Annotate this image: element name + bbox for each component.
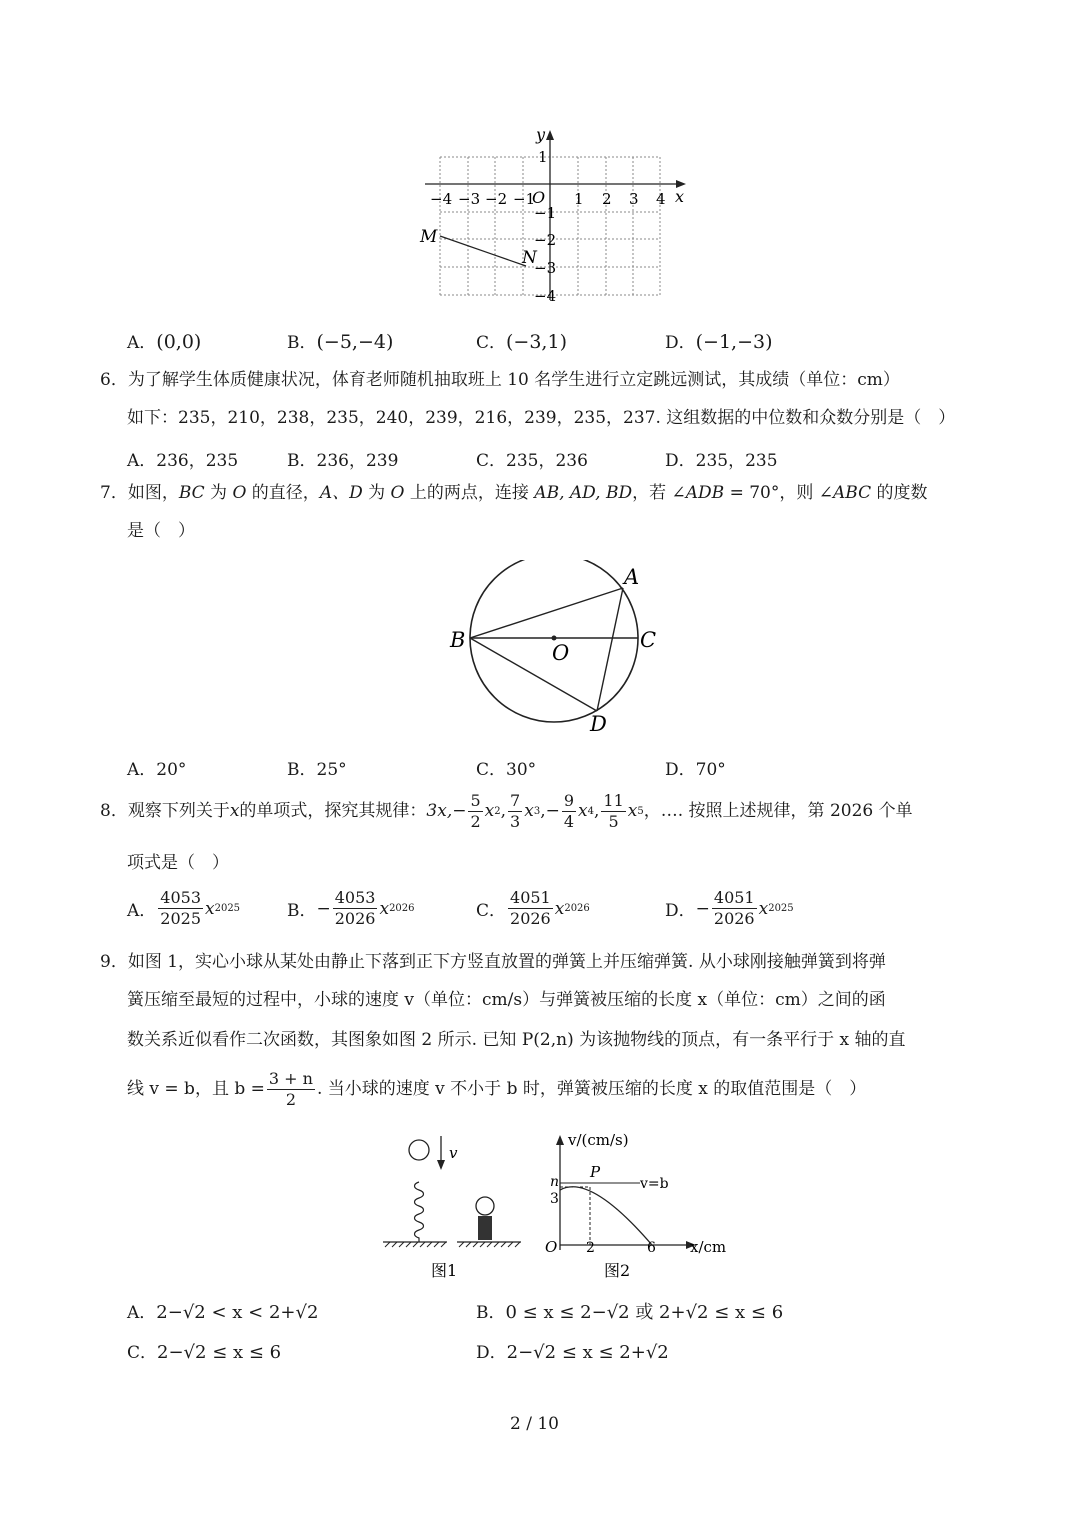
x-tick-label: 1: [574, 190, 584, 208]
x-tick-label: −1: [513, 190, 536, 208]
y-axis-label: v/(cm/s): [568, 1131, 629, 1149]
q9-line-3: 数关系近似看作二次函数，其图象如图 2 所示. 已知 P(2,n) 为该抛物线的顶点，有一条平行于 x 轴的直: [127, 1030, 906, 1050]
q5-option-c[interactable]: C．(−3,1): [476, 331, 567, 353]
center-o-label: O: [552, 641, 570, 665]
origin-label: O: [545, 1238, 558, 1256]
q8-line-1: 8．观察下列关于 x 的单项式，探究其规律： 3x, − $\frac{5}{2}$ x 2 , $\frac{7}{3}$ x 3 ,− $\frac{9}{4}$ x 4 , $\frac{11}{5}$ x 5 ，…. 按照上述规律，第 2026 个单: [100, 791, 913, 831]
q9-option-b[interactable]: B．0 ≤ x ≤ 2−√2 或 2+√2 ≤ x ≤ 6: [476, 1302, 784, 1323]
x-tick-label: −3: [458, 190, 481, 208]
point-d-label: D: [590, 712, 607, 736]
x-tick-label: −2: [485, 190, 508, 208]
x-tick-label: −4: [430, 190, 453, 208]
figure-1-caption: 图1: [431, 1261, 458, 1280]
y-tick-label: 1: [538, 148, 548, 166]
q5-option-d[interactable]: D．(−1,−3): [665, 331, 773, 353]
velocity-label: v: [449, 1144, 458, 1162]
q8-line-2: 项式是（ ）: [127, 853, 229, 873]
q9-option-a[interactable]: A．2−√2 < x < 2+√2: [127, 1302, 319, 1323]
q6-line-1: 6．为了解学生体质健康状况，体育老师随机抽取班上 10 名学生进行立定跳远测试，其成绩（单位：cm）: [100, 370, 900, 390]
point-a-label: A: [624, 565, 640, 589]
q9-line-2: 簧压缩至最短的过程中，小球的速度 v（单位：cm/s）与弹簧被压缩的长度 x（单位：cm）之间的函: [127, 990, 886, 1010]
q9-line-1: 9．如图 1，实心小球从某处由静止下落到正下方竖直放置的弹簧上并压缩弹簧. 从小球刚接触弹簧到将弹: [100, 952, 886, 972]
q8-option-d[interactable]: D． − $\frac{4051}{2026}$ x 2025: [665, 888, 794, 928]
point-m-label: M: [420, 227, 438, 247]
point-n-label: N: [522, 248, 537, 268]
q5-option-b[interactable]: B．(−5,−4): [287, 331, 394, 353]
figure-2-caption: 图2: [604, 1261, 631, 1280]
y-tick-label: −2: [534, 231, 557, 249]
q9-option-d[interactable]: D．2−√2 ≤ x ≤ 2+√2: [476, 1342, 669, 1363]
y-tick-label: −3: [534, 259, 557, 277]
q6-option-c[interactable]: C．235，236: [476, 451, 588, 471]
x-tick-6: 6: [647, 1240, 656, 1256]
q8-option-a[interactable]: A． $\frac{4053}{2025}$ x 2025: [127, 888, 241, 928]
q6-line-2: 如下：235，210，238，235，240，239，216，239，235，237. 这组数据的中位数和众数分别是（ ）: [127, 408, 956, 428]
q6-option-d[interactable]: D．235，235: [665, 451, 778, 471]
q7-option-b[interactable]: B．25°: [287, 760, 347, 780]
vertex-p-label: P: [590, 1163, 601, 1181]
q5-option-a[interactable]: A．(0,0): [127, 331, 202, 353]
q7-option-d[interactable]: D．70°: [665, 760, 726, 780]
coordinate-grid-figure: [410, 120, 700, 305]
y-tick-label: −1: [534, 204, 557, 222]
three-label: 3: [550, 1191, 559, 1207]
q7-line-2: 是（ ）: [127, 521, 195, 541]
q6-option-a[interactable]: A．236，235: [127, 451, 239, 471]
n-label: n: [550, 1174, 560, 1190]
origin-label: O: [532, 188, 546, 207]
x-axis-label: x: [675, 187, 685, 206]
line-vb-label: v=b: [640, 1176, 669, 1192]
figure-2-velocity-graph: [540, 1125, 740, 1285]
x-tick-2: 2: [586, 1240, 595, 1256]
x-tick-label: 4: [656, 190, 666, 208]
y-axis-label: y: [536, 125, 546, 144]
x-axis-label: x/cm: [690, 1238, 727, 1256]
point-b-label: B: [450, 628, 466, 652]
figure-1-ball-spring: [375, 1130, 535, 1285]
y-tick-label: −4: [534, 287, 557, 305]
point-c-label: C: [640, 628, 657, 652]
q7-option-a[interactable]: A．20°: [127, 760, 187, 780]
circle-figure: [440, 560, 680, 740]
page-number: 2 / 10: [510, 1414, 559, 1434]
q9-line-4: 线 v = b，且 b = $\frac{3 + n}{2}$ . 当小球的速度 v 不小于 b 时，弹簧被压缩的长度 x 的取值范围是（ ）: [127, 1069, 867, 1109]
q8-option-b[interactable]: B． − $\frac{4053}{2026}$ x 2026: [287, 888, 415, 928]
q9-option-c[interactable]: C．2−√2 ≤ x ≤ 6: [127, 1342, 282, 1363]
q7-option-c[interactable]: C．30°: [476, 760, 537, 780]
q8-option-c[interactable]: C． $\frac{4051}{2026}$ x 2026: [476, 888, 590, 928]
x-tick-label: 2: [602, 190, 612, 208]
q6-option-b[interactable]: B．236，239: [287, 451, 399, 471]
q7-line-1: 7．如图，BC 为 O 的直径，A、D 为 O 上的两点，连接 AB, AD, BD，若 ∠ADB = 70°，则 ∠ABC 的度数: [100, 483, 928, 503]
x-tick-label: 3: [629, 190, 639, 208]
